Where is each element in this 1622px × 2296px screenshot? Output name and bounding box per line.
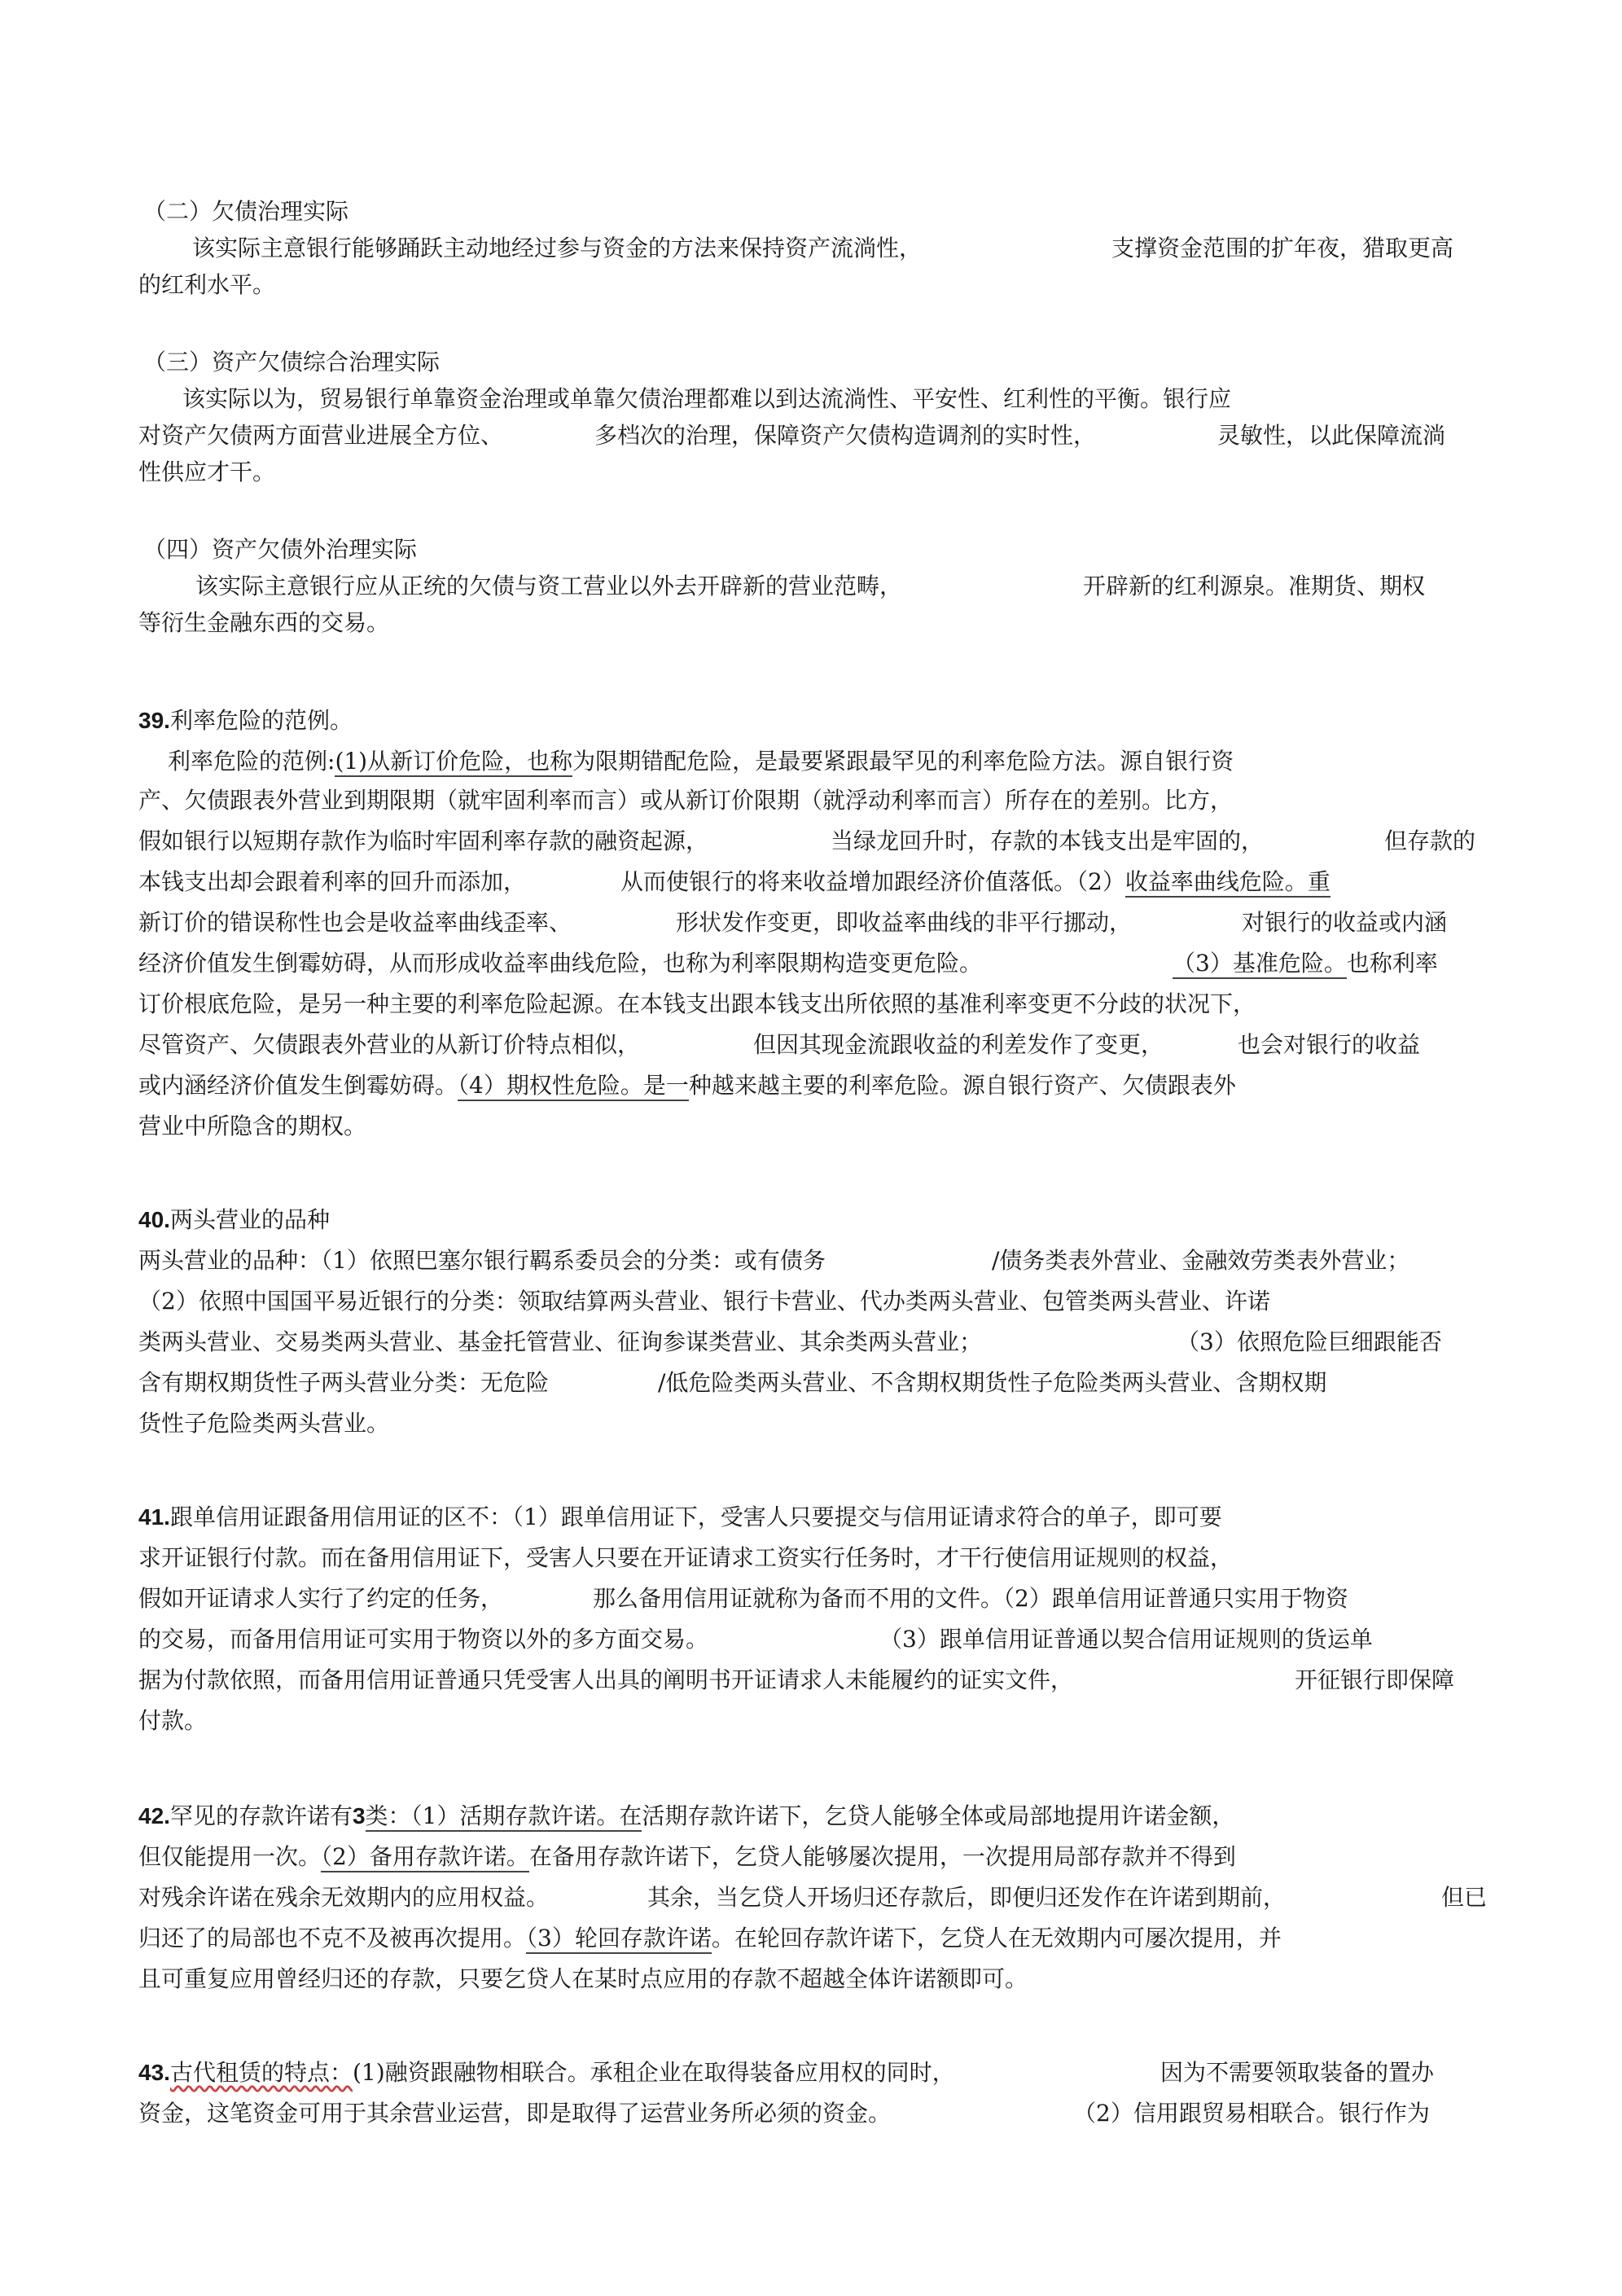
paragraph-line: 订价根底危险，是另一种主要的利率危险起源。在本钱支出跟本钱支出所依照的基准利率变更不分歧的状况下， (138, 990, 1256, 1017)
paragraph-line: 且可重复应用曾经归还的存款，只要乞贷人在某时点应用的存款不超越全体许诺额即可。 (138, 1965, 1028, 1992)
section-2-title: （二）欠债治理实际 (143, 198, 349, 225)
paragraph-line: 形状发作变更，即收益率曲线的非平行挪动， (676, 909, 1133, 936)
paragraph-line: 也会对银行的收益 (1238, 1031, 1421, 1058)
text-span: 也称利率 (1346, 950, 1438, 977)
underlined-term: 收益率曲线危险。重 (1125, 868, 1330, 898)
paragraph-line: 但已 (1441, 1884, 1488, 1911)
paragraph-line: 对残余许诺在残余无效期内的应用权益。 (138, 1884, 550, 1911)
text-span: 种越来越主要的利率危险。源自银行资产、欠债跟表外 (688, 1072, 1236, 1099)
paragraph-line (138, 1922, 1282, 1955)
paragraph-line: 开征银行即保障 (1295, 1666, 1455, 1693)
text-span: 从而使银行的将来收益增加跟经济价值落低。（2） (620, 868, 1125, 895)
paragraph-line: 那么备用信用证就称为备而不用的文件。（2）跟单信用证普通只实用于物资 (593, 1585, 1348, 1612)
question-number: 41. (138, 1504, 170, 1530)
underlined-term: 类：（1）活期存款许诺。在 (366, 1802, 642, 1832)
paragraph-line: 新订价的错误称性也会是收益率曲线歪率、 (138, 909, 572, 936)
question-43-line (138, 2057, 955, 2089)
paragraph-line: /低危险类两头营业、不含期权期货性子危险类两头营业、含期权期 (658, 1369, 1327, 1396)
paragraph-line: 尽管资产、欠债跟表外营业的从新订价特点相似， (138, 1031, 641, 1058)
text-span: 或内涵经济价值发生倒霉妨碍。 (138, 1072, 458, 1099)
paragraph-line: （2）信用跟贸易相联合。银行作为 (1073, 2100, 1430, 2127)
text-span: 为限期错配危险，是最要紧跟最罕见的利率危险方法。源自银行资 (572, 748, 1234, 775)
paragraph-line: 该实际以为，贸易银行单靠资金治理或单靠欠债治理都难以到达流淌性、平安性、红利性的平衡。银行应 (182, 385, 1232, 412)
question-number: 42. (138, 1803, 170, 1828)
paragraph-line (138, 1069, 1236, 1102)
paragraph-line: 本钱支出却会跟着利率的回升而添加， (138, 868, 527, 895)
paragraph-line (620, 866, 1330, 898)
paragraph-line: /债务类表外营业、金融效劳类表外营业； (992, 1247, 1410, 1274)
underlined-term: (1)从新订价危险，也称 (335, 748, 572, 777)
paragraph-line: 灵敏性，以此保障流淌 (1217, 422, 1446, 449)
paragraph-line: （3）依照危险巨细跟能否 (1177, 1328, 1442, 1355)
question-title: 两头营业的品种 (169, 1206, 330, 1233)
paragraph-line: 资金，这笔资金可用于其余营业运营，即是取得了运营业务所必须的资金。 (138, 2100, 892, 2127)
paragraph-line: 该实际主意银行应从正统的欠债与资工营业以外去开辟新的营业范畴， (195, 573, 903, 599)
paragraph-line: 的红利水平。 (138, 271, 276, 298)
text-span: 但仅能提用一次。 (138, 1843, 322, 1870)
paragraph-line: 对资产欠债两方面营业进展全方位、 (138, 422, 504, 449)
paragraph-line: 假如银行以短期存款作为临时牢固利率存款的融资起源， (138, 828, 709, 854)
text-span: 在备用存款许诺下，乞贷人能够屡次提用，一次提用局部存款并不得到 (528, 1843, 1236, 1870)
underlined-term: （3）基准危险。 (1173, 950, 1347, 979)
section-3-title: （三）资产欠债综合治理实际 (143, 349, 441, 375)
paragraph-line: 对银行的收益或内涵 (1242, 909, 1448, 936)
paragraph-line: 含有期权期货性子两头营业分类：无危险 (138, 1369, 550, 1396)
paragraph-line: 经济价值发生倒霉妨碍，从而形成收益率曲线危险，也称为利率限期构造变更危险。 (138, 950, 983, 977)
paragraph-line: 当绿龙回升时，存款的本钱支出是牢固的， (831, 828, 1265, 854)
paragraph-line: 据为付款依照，而备用信用证普通只凭受害人出具的阐明书开证请求人未能履约的证实文件， (138, 1666, 1074, 1693)
text-span: 跟单信用证跟备用信用证的区不：（1）跟单信用证下，受害人只要提交与信用证请求符合的单子，即可要 (169, 1504, 1222, 1530)
question-39-heading (138, 705, 353, 737)
paragraph-line: 等衍生金融东西的交易。 (138, 609, 390, 636)
paragraph-line: 两头营业的品种：（1）依照巴塞尔银行羁系委员会的分类：或有债务 (138, 1247, 826, 1274)
paragraph-line: 该实际主意银行能够踊跃主动地经过参与资金的方法来保持资产流淌性， (192, 235, 923, 261)
section-4-title: （四）资产欠债外治理实际 (143, 536, 418, 563)
paragraph-line: 付款。 (138, 1707, 208, 1734)
paragraph-line: 类两头营业、交易类两头营业、基金托管营业、征询参谋类营业、其余类两头营业； (138, 1328, 983, 1355)
question-number: 40. (138, 1207, 170, 1232)
paragraph-line (1173, 947, 1438, 980)
text-span: (1)融资跟融物相联合。承租企业在取得装备应用权的同时， (352, 2059, 955, 2086)
paragraph-line: （2）依照中国国平易近银行的分类：领取结算两头营业、银行卡营业、代办类两头营业、包管类两头营业、许诺 (138, 1288, 1270, 1315)
paragraph-line: （3）跟单信用证普通以契合信用证规则的货运单 (879, 1626, 1373, 1653)
underlined-term: （3）轮回存款许诺 (526, 1925, 712, 1954)
paragraph-line (168, 745, 1234, 778)
text-span: 利率危险的范例: (168, 748, 335, 775)
paragraph-line: 但因其现金流跟收益的利差发作了变更， (753, 1031, 1164, 1058)
paragraph-line: 多档次的治理，保障资产欠债构造调剂的实时性， (594, 422, 1097, 449)
paragraph-line: 开辟新的红利源泉。准期货、期权 (1083, 573, 1426, 599)
text-span: 3 (352, 1803, 366, 1828)
highlighted-term: 古代租赁的特点： (169, 2059, 353, 2086)
paragraph-line: 因为不需要领取装备的置办 (1160, 2059, 1435, 2086)
paragraph-line: 但存款的 (1384, 828, 1476, 854)
question-41-line (138, 1501, 1222, 1534)
question-number: 43. (138, 2060, 170, 2085)
underlined-term: （2）备用存款许诺。 (321, 1843, 529, 1872)
question-title: 利率危险的范例。 (169, 707, 353, 734)
paragraph-line: 性供应才干。 (138, 459, 276, 485)
paragraph-line: 货性子危险类两头营业。 (138, 1410, 390, 1437)
underlined-term: （4）期权性危险。是一 (458, 1072, 689, 1101)
paragraph-line: 求开证银行付款。而在备用信用证下，受害人只要在开证请求工资实行任务时，才干行使信用证规则的权益， (138, 1544, 1234, 1571)
paragraph-line (138, 1841, 1236, 1873)
question-40-heading (138, 1204, 330, 1236)
text-span: 。在轮回存款许诺下，乞贷人在无效期内可屡次提用，并 (711, 1925, 1282, 1951)
question-number: 39. (138, 708, 170, 733)
paragraph-line: 的交易，而备用信用证可实用于物资以外的多方面交易。 (138, 1626, 709, 1653)
paragraph-line: 营业中所隐含的期权。 (138, 1113, 367, 1139)
paragraph-line: 产、欠债跟表外营业到期限期（就牢固利率而言）或从新订价限期（就浮动利率而言）所存在的差别。比方， (138, 787, 1234, 814)
text-span: 归还了的局部也不克不及被再次提用。 (138, 1925, 527, 1951)
question-42-line (138, 1800, 1234, 1833)
text-span: 罕见的存款许诺有 (169, 1802, 353, 1829)
paragraph-line: 假如开证请求人实行了约定的任务， (138, 1585, 504, 1612)
paragraph-line: 支撑资金范围的扩年夜，猎取更高 (1111, 235, 1454, 261)
text-span: 活期存款许诺下，乞贷人能够全体或局部地提用许诺金额， (642, 1802, 1235, 1829)
paragraph-line: 其余，当乞贷人开场归还存款后，即便归还发作在许诺到期前， (647, 1884, 1287, 1911)
